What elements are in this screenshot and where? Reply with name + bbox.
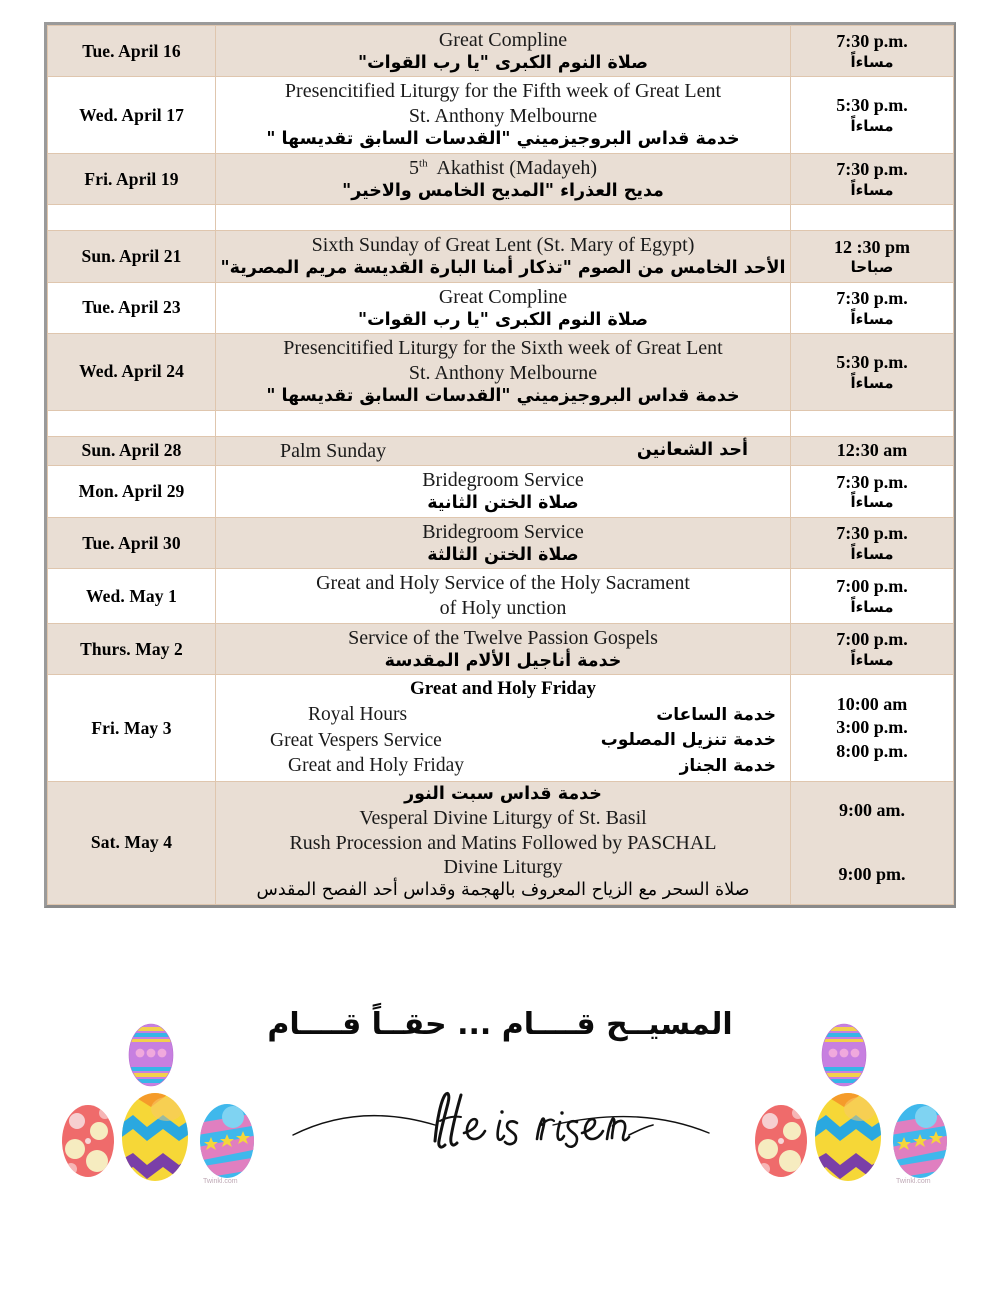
schedule-row: [48, 436, 954, 466]
schedule-event-cell: [216, 334, 791, 410]
friday-service-line: [220, 753, 786, 779]
friday-service-line: [220, 702, 786, 728]
time-arabic: صباحا: [850, 258, 894, 277]
schedule-row: [48, 466, 954, 517]
schedule-row: [48, 26, 954, 77]
time-arabic: مساءاً: [850, 53, 894, 72]
schedule-event-cell: [216, 623, 791, 674]
event-english-line: Sixth Sunday of Great Lent (St. Mary of Egypt): [311, 234, 695, 257]
time-english: 12:30 am: [836, 440, 908, 461]
time-english: 9:00 am.: [839, 800, 905, 821]
friday-time-stack: [795, 693, 949, 764]
friday-heading: Great and Holy Friday: [410, 678, 596, 700]
schedule-time-cell: [791, 282, 954, 333]
schedule-day-cell: Wed. April 24: [48, 334, 216, 410]
schedule-table-body: [48, 26, 954, 905]
schedule-spacer-row: [48, 410, 954, 436]
time-english: 7:30 p.m.: [836, 523, 908, 544]
time-arabic: مساءاً: [850, 650, 894, 669]
schedule-event-cell: [216, 569, 791, 624]
schedule-row: [48, 334, 954, 410]
schedule-day-cell: Mon. April 29: [48, 466, 216, 517]
time-english: 12 :30 pm: [834, 236, 910, 257]
time-arabic: مساءاً: [850, 493, 894, 512]
event-arabic-line: خدمة قداس سبت النور: [404, 784, 602, 805]
time-arabic: مساءاً: [850, 180, 894, 199]
time-arabic: مساءاً: [850, 116, 894, 135]
schedule-event-cell: [216, 153, 791, 204]
event-arabic-line: خدمة قداس البروجيزميني "القدسات السابق تقديسها ": [266, 385, 740, 406]
time-english: 7:00 p.m.: [836, 629, 908, 650]
schedule-event-cell: [216, 782, 791, 905]
event-arabic-line: خدمة تنزيل المصلوب: [600, 730, 776, 751]
schedule-row: [48, 231, 954, 282]
event-english-line: Royal Hours: [308, 703, 408, 725]
event-arabic-line: الأحد الخامس من الصوم "تذكار أمنا البارة القديسة مريم المصرية": [220, 258, 786, 279]
schedule-row: [48, 569, 954, 624]
easter-footer: [0, 985, 1000, 1215]
event-english-line: of Holy unction: [439, 597, 567, 620]
spacer-event-cell: [216, 410, 791, 436]
blue-star-egg: [198, 1101, 258, 1183]
service-schedule-table-container: [44, 22, 956, 908]
event-arabic-line: مديح العذراء "المديح الخامس والاخير": [342, 180, 664, 201]
event-english-line: Bridegroom Service: [422, 469, 584, 492]
event-english-line: Great Vespers Service: [270, 729, 442, 751]
time-english: 7:30 p.m.: [836, 31, 908, 52]
schedule-row: [48, 77, 954, 153]
schedule-spacer-row: [48, 205, 954, 231]
event-english-line: Presencitified Liturgy for the Fifth week of Great Lent: [284, 80, 722, 103]
schedule-time-cell: [791, 782, 954, 905]
event-arabic-line: خدمة قداس البروجيزميني "القدسات السابق تقديسها ": [266, 129, 740, 150]
event-english-line: Presencitified Liturgy for the Sixth week of Great Lent: [283, 337, 723, 360]
yellow-zigzag-egg: [812, 1089, 884, 1185]
event-english-line: Bridegroom Service: [422, 520, 584, 543]
schedule-time-cell: [791, 334, 954, 410]
event-english-line: Great and Holy Friday: [288, 755, 464, 777]
schedule-time-cell: [791, 569, 954, 624]
time-english: 5:30 p.m.: [836, 352, 908, 373]
watermark-text: Twinkl.com: [896, 1178, 931, 1185]
schedule-row: [48, 675, 954, 782]
event-english-line: St. Anthony Melbourne: [408, 105, 598, 128]
easter-eggs-left: [55, 1013, 270, 1198]
yellow-zigzag-egg: [119, 1089, 191, 1185]
schedule-day-cell: Tue. April 23: [48, 282, 216, 333]
event-arabic-line: صلاة السحر مع الزياح المعروف بالهجمة وقداس أحد الفصح المقدس: [256, 880, 750, 901]
schedule-time-cell: [791, 517, 954, 568]
event-english-line: Vesperal Divine Liturgy of St. Basil: [359, 806, 647, 829]
event-arabic-line: أحد الشعانين: [636, 440, 748, 461]
event-arabic-line: صلاة النوم الكبرى "يا رب القوات": [357, 309, 649, 330]
event-english-line: St. Anthony Melbourne: [408, 362, 598, 385]
schedule-day-cell: Sat. May 4: [48, 782, 216, 905]
schedule-time-cell: [791, 675, 954, 782]
time-english: 7:30 p.m.: [836, 288, 908, 309]
friday-service-line: [220, 728, 786, 754]
time-english: 7:30 p.m.: [836, 159, 908, 180]
spacer-day-cell: [48, 205, 216, 231]
service-schedule-table: [47, 25, 954, 905]
event-english-line: Great and Holy Service of the Holy Sacrament: [316, 572, 690, 595]
schedule-row: [48, 153, 954, 204]
schedule-event-cell: [216, 517, 791, 568]
red-dotted-egg: [753, 1103, 811, 1183]
event-arabic-line: خدمة أناجيل الألام المقدسة: [384, 650, 622, 671]
time-english: 7:30 p.m.: [836, 471, 908, 492]
event-arabic-line: خدمة الجناز: [679, 756, 776, 776]
event-english-line: Rush Procession and Matins Followed by PASCHAL: [289, 831, 717, 854]
time-english: 10:00 am: [836, 693, 908, 714]
arabic-easter-greeting: المسيــح قــــام ... حقــاً قــــام: [267, 1007, 733, 1042]
schedule-event-cell: [216, 282, 791, 333]
blue-star-egg: [891, 1101, 951, 1183]
schedule-time-cell: [791, 231, 954, 282]
event-english-line: Service of the Twelve Passion Gospels: [348, 626, 658, 649]
time-arabic: مساءاً: [850, 544, 894, 563]
schedule-day-cell: Fri. April 19: [48, 153, 216, 204]
purple-flower-egg: [818, 1021, 873, 1093]
event-english-line: 5th Akathist (Madayeh): [409, 156, 597, 179]
time-english: 5:30 p.m.: [836, 95, 908, 116]
time-arabic: مساءاً: [850, 597, 894, 616]
schedule-row: [48, 623, 954, 674]
event-arabic-line: صلاة الختن الثالثة: [427, 544, 579, 565]
schedule-time-cell: [791, 623, 954, 674]
schedule-day-cell: Wed. April 17: [48, 77, 216, 153]
schedule-day-cell: Sun. April 28: [48, 436, 216, 466]
schedule-time-cell: [791, 77, 954, 153]
schedule-time-cell: [791, 466, 954, 517]
time-english: 8:00 p.m.: [836, 741, 908, 762]
schedule-event-cell: [216, 466, 791, 517]
event-english-line: Palm Sunday: [280, 439, 387, 462]
event-english-line: Great Compline: [438, 29, 568, 51]
event-arabic-line: صلاة الختن الثانية: [427, 493, 579, 514]
he-is-risen-calligraphy: [285, 1075, 715, 1175]
schedule-day-cell: Fri. May 3: [48, 675, 216, 782]
easter-eggs-right: [748, 1013, 963, 1198]
spacer-time-cell: [791, 410, 954, 436]
schedule-day-cell: Wed. May 1: [48, 569, 216, 624]
spacer-time-cell: [791, 205, 954, 231]
schedule-event-cell: [216, 436, 791, 466]
time-english: 7:00 p.m.: [836, 576, 908, 597]
watermark-text: Twinkl.com: [203, 1178, 238, 1185]
schedule-time-cell: [791, 436, 954, 466]
event-english-line: Great Compline: [438, 285, 568, 308]
schedule-day-cell: Sun. April 21: [48, 231, 216, 282]
event-arabic-line: خدمة الساعات: [656, 704, 776, 725]
time-arabic: مساءاً: [850, 309, 894, 328]
schedule-day-cell: Tue. April 16: [48, 26, 216, 77]
spacer-event-cell: [216, 205, 791, 231]
schedule-row: [48, 782, 954, 905]
time-english: 9:00 pm.: [838, 863, 906, 884]
time-english: 3:00 p.m.: [836, 717, 908, 738]
event-arabic-line: صلاة النوم الكبرى "يا رب القوات": [357, 52, 649, 73]
schedule-time-cell: [791, 153, 954, 204]
schedule-day-cell: Tue. April 30: [48, 517, 216, 568]
schedule-row: [48, 282, 954, 333]
schedule-event-cell: [216, 26, 791, 77]
time-arabic: مساءاً: [850, 373, 894, 392]
purple-flower-egg: [125, 1021, 180, 1093]
red-dotted-egg: [60, 1103, 118, 1183]
event-english-line: Divine Liturgy: [443, 856, 563, 879]
schedule-event-cell: [216, 77, 791, 153]
schedule-event-cell: [216, 231, 791, 282]
schedule-day-cell: Thurs. May 2: [48, 623, 216, 674]
schedule-event-cell: [216, 675, 791, 782]
spacer-day-cell: [48, 410, 216, 436]
schedule-time-cell: [791, 26, 954, 77]
schedule-row: [48, 517, 954, 568]
